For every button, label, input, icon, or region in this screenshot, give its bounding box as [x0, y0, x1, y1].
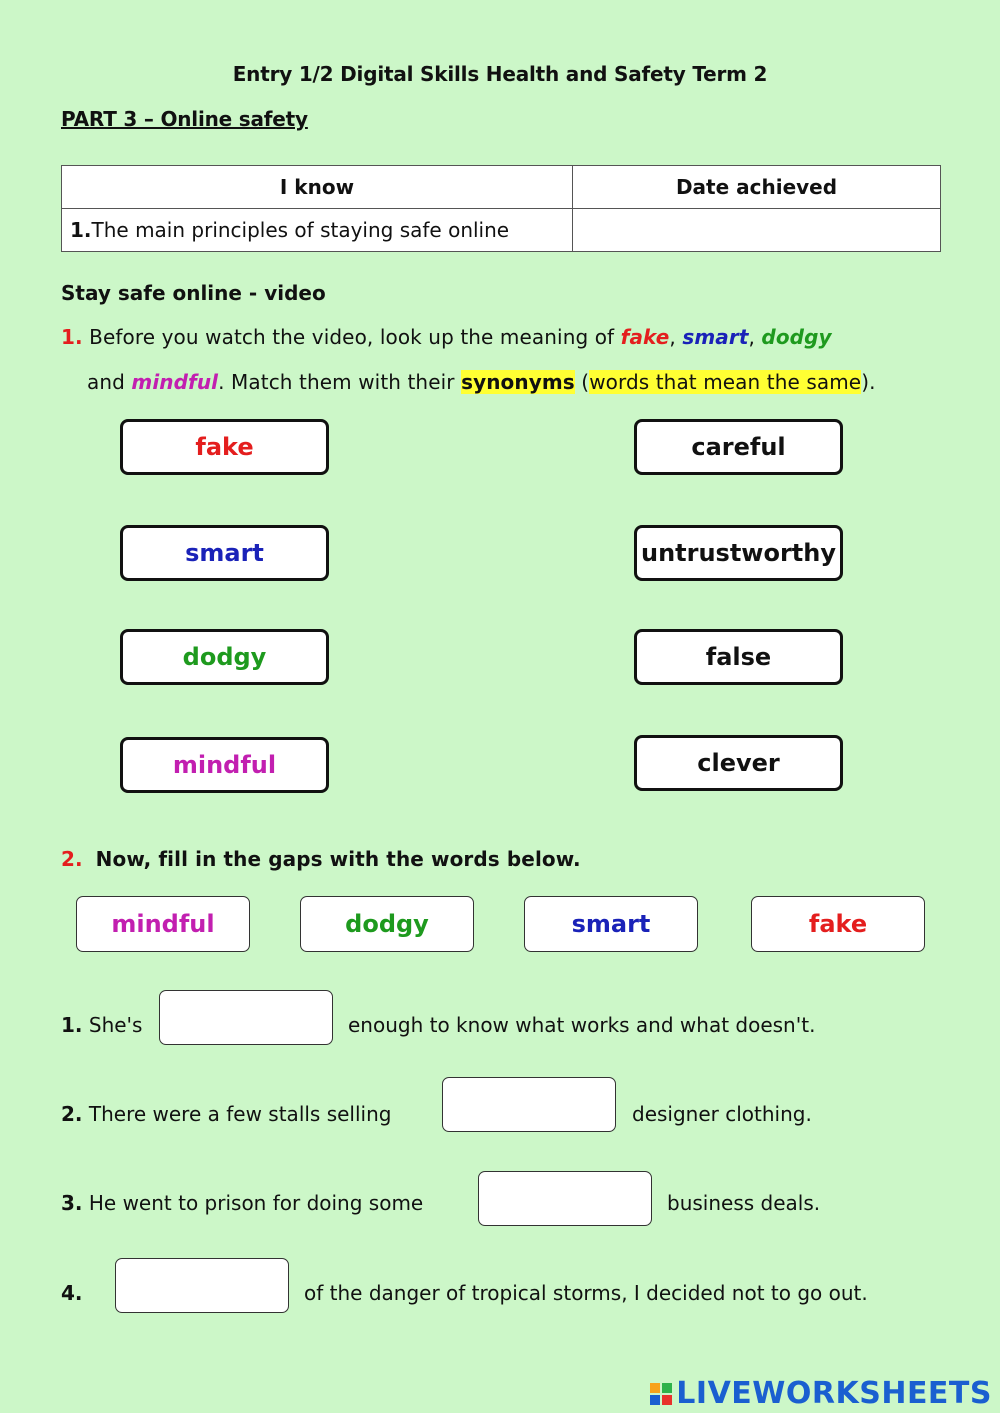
section-subtitle: Stay safe online - video — [61, 281, 326, 305]
word-dodgy: dodgy — [761, 325, 832, 349]
match-right-card[interactable]: false — [634, 629, 843, 685]
comma: , — [748, 325, 762, 349]
liveworksheets-logo-icon — [650, 1383, 672, 1405]
question-1-line-2 — [87, 370, 876, 394]
match-left-card[interactable]: fake — [120, 419, 329, 475]
word-bank-chip[interactable]: fake — [751, 896, 925, 952]
col-i-know-header: I know — [62, 166, 573, 209]
page-title: Entry 1/2 Digital Skills Health and Safety Term 2 — [232, 62, 768, 86]
gap-input[interactable] — [115, 1258, 289, 1313]
question-1-text-b: and — [87, 370, 132, 394]
match-left-card[interactable]: smart — [120, 525, 329, 581]
row-text: The main principles of staying safe online — [91, 218, 510, 242]
match-right-card[interactable]: clever — [634, 735, 843, 791]
question-1-line-1 — [61, 325, 832, 349]
sentence-after: business deals. — [667, 1191, 821, 1215]
gap-input[interactable] — [442, 1077, 616, 1132]
row-number: 1. — [70, 218, 92, 242]
question-1-text-a: Before you watch the video, look up the meaning of — [82, 325, 621, 349]
table-header-row — [62, 166, 941, 209]
sentence-before: She's — [82, 1013, 143, 1037]
question-1-number: 1. — [61, 325, 83, 349]
table-cell-date[interactable] — [573, 209, 941, 252]
gap-input[interactable] — [478, 1171, 652, 1226]
sentence-before: There were a few stalls selling — [82, 1102, 392, 1126]
paren-open: ( — [574, 370, 590, 394]
table-row — [62, 209, 941, 252]
liveworksheets-logo — [650, 1376, 992, 1411]
sentence-2-start — [61, 1102, 391, 1126]
word-bank-chip[interactable]: mindful — [76, 896, 250, 952]
sentence-number: 1. — [61, 1013, 83, 1037]
match-left-card[interactable]: dodgy — [120, 629, 329, 685]
word-smart: smart — [682, 325, 749, 349]
part-heading: PART 3 – Online safety — [61, 107, 308, 131]
match-right-card[interactable]: untrustworthy — [634, 525, 843, 581]
sentence-1-start — [61, 1013, 142, 1037]
match-right-card[interactable]: careful — [634, 419, 843, 475]
question-1-text-c: . Match them with their — [218, 370, 462, 394]
paren-close: ). — [861, 370, 876, 394]
sentence-after: of the danger of tropical storms, I decided not to go out. — [304, 1281, 868, 1305]
definition-highlight: words that mean the same — [589, 370, 862, 394]
word-fake: fake — [620, 325, 670, 349]
sentence-after: enough to know what works and what doesn't. — [348, 1013, 816, 1037]
synonyms-highlight: synonyms — [461, 370, 575, 394]
col-date-achieved-header: Date achieved — [573, 166, 941, 209]
sentence-number: 2. — [61, 1102, 83, 1126]
table-cell-principle — [62, 209, 573, 252]
brand-text: LIVEWORKSHEETS — [676, 1376, 992, 1411]
word-mindful: mindful — [131, 370, 219, 394]
question-2 — [61, 847, 581, 871]
sentence-3-start — [61, 1191, 423, 1215]
word-bank-chip[interactable]: dodgy — [300, 896, 474, 952]
sentence-number: 3. — [61, 1191, 83, 1215]
comma: , — [669, 325, 683, 349]
question-2-number: 2. — [61, 847, 83, 871]
word-bank-chip[interactable]: smart — [524, 896, 698, 952]
sentence-number: 4. — [61, 1281, 83, 1305]
sentence-after: designer clothing. — [632, 1102, 812, 1126]
question-2-text: Now, fill in the gaps with the words below. — [95, 847, 581, 871]
match-left-card[interactable]: mindful — [120, 737, 329, 793]
sentence-before: He went to prison for doing some — [82, 1191, 424, 1215]
i-know-table — [61, 165, 941, 252]
gap-input[interactable] — [159, 990, 333, 1045]
sentence-4-start — [61, 1281, 83, 1305]
